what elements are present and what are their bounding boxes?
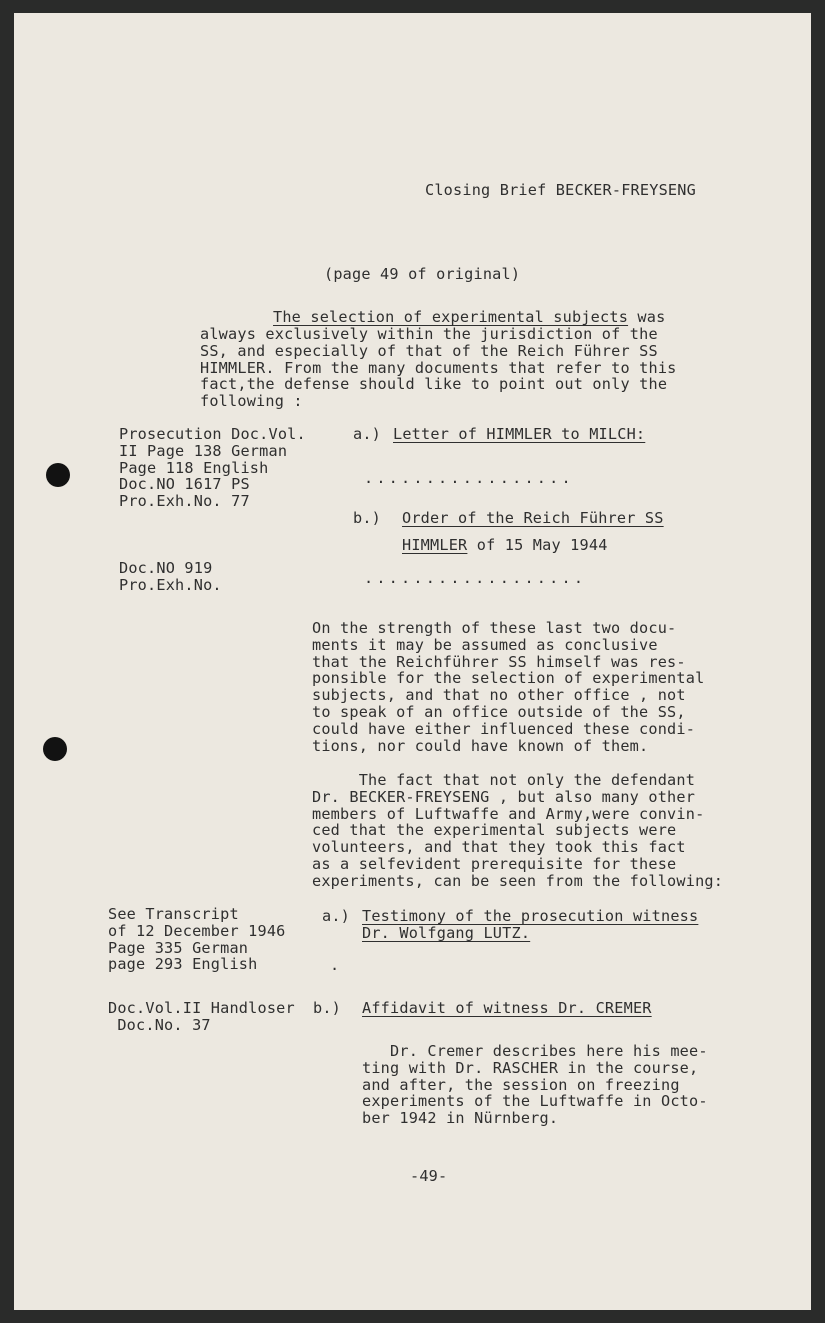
intro-first-line	[273, 309, 665, 326]
item-b1-date: of 15 May 1944	[467, 536, 608, 554]
intro-paragraph: always exclusively within the jurisdiction of the SS, and especially of that of the Reich Führer SS HIMMLER. From the many documents that refer to this fact,the defense should like to point out only the following :	[200, 325, 677, 411]
item-a1-title: Letter of HIMMLER to MILCH:	[393, 425, 646, 443]
item-b1-name: HIMMLER	[402, 536, 468, 554]
item-a1-marker: a.)	[353, 425, 382, 443]
reference-transcript: See Transcript of 12 December 1946 Page 335 German page 293 English	[108, 905, 286, 974]
stray-mark: .	[330, 956, 340, 974]
header-title: Closing Brief BECKER-FREYSENG	[425, 181, 696, 199]
intro-underlined: The selection of experimental subjects	[273, 308, 629, 326]
item-a2-title: Testimony of the prosecution witness	[362, 907, 699, 925]
punch-hole-bottom	[43, 737, 67, 761]
item-a1-ellipsis: .................	[364, 469, 574, 487]
paragraph-conclusion: On the strength of these last two docu- ments it may be assumed as conclusive that the Reichführer SS himself was res- ponsible for the selection of experimental subjects, and that no other office , not to speak of an office outside of the SS, could have either influenced these condi- tions, nor could have known of them.	[312, 619, 705, 755]
item-b1-ellipsis: ..................	[364, 569, 587, 587]
page-number: -49-	[410, 1167, 448, 1185]
item-a2-witness-name: Dr. Wolfgang LUTZ.	[362, 924, 531, 942]
item-a2-marker: a.)	[322, 907, 351, 925]
paragraph-cremer: Dr. Cremer describes here his mee- ting with Dr. RASCHER in the course, and after, the session on freezing experiments of the Luftwaffe in Octo- ber 1942 in Nürnberg.	[362, 1042, 708, 1128]
reference-handloser-doc: Doc.Vol.II Handloser	[108, 999, 295, 1017]
item-b2-marker: b.)	[313, 999, 342, 1017]
item-b1-name-line	[402, 537, 608, 554]
punch-hole-top	[46, 463, 70, 487]
item-b1-marker: b.)	[353, 509, 382, 527]
reference-doc-919: Doc.NO 919 Pro.Exh.No.	[119, 559, 222, 594]
reference-prosecution-doc: Prosecution Doc.Vol. II Page 138 German Page 118 English Doc.NO 1617 PS Pro.Exh.No. 77	[119, 425, 306, 511]
item-b2-title: Affidavit of witness Dr. CREMER	[362, 999, 652, 1017]
intro-first-tail: was	[628, 308, 666, 326]
reference-handloser-docno: Doc.No. 37	[108, 1016, 211, 1034]
item-b1-title: Order of the Reich Führer SS	[402, 509, 664, 527]
paragraph-volunteers: The fact that not only the defendant Dr. BECKER-FREYSENG , but also many other members of Luftwaffe and Army,were convin- ced that the experimental subjects were volunteers, and that they took this fact as a selfevident prerequisite for these experiments, can be seen from the following:	[312, 771, 724, 890]
page-reference: (page 49 of original)	[324, 265, 521, 283]
